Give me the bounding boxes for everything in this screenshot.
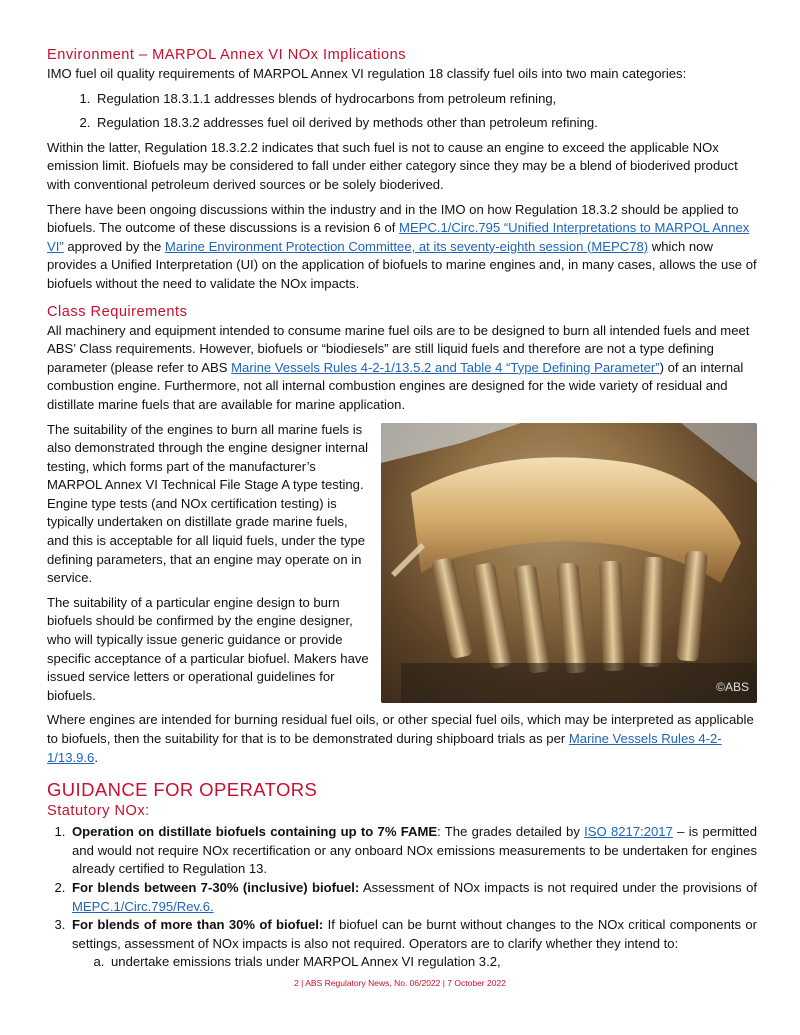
document-page [47, 46, 757, 972]
mepc-circ-795-rev6-link[interactable]: MEPC.1/Circ.795/Rev.6. [72, 898, 214, 914]
guidance-item-3: 3. For blends of more than 30% of biofuel: If biofuel can be burnt without changes to the NOx critical components or settings, assessment of NOx impacts is also not required. Operators are to clarify whether they intend to: a. undertake emissions trials under MARPOL Annex VI regulation 3.2, [69, 916, 757, 972]
marpol-paragraph-3: There have been ongoing discussions within the industry and in the IMO on how Regulation 18.3.2 should be applied to biofuels. The outcome of these discussions is a revision 6 of MEPC.1/Circ.795 “Unified Interpretations to MARPOL Annex VI” approved by the Marine Environment Protection Committee, at its seventy-eighth session (MEPC78) which now provides a Unified Interpretation (UI) on the application of biofuels to marine engines and, in many cases, allows the use of biofuels without the need to validate the NOx impacts. [47, 201, 757, 291]
marine-vessels-rules-13-9-6-link[interactable]: Marine Vessels Rules 4-2-1/13.9.6 [47, 731, 722, 765]
class-paragraph-4: Where engines are intended for burning residual fuel oils, or other special fuel oils, which may be interpreted as applicable to biofuels, then the suitability for that is to be demonstrated during shipboard trials as per Marine Vessels Rules 4-2-1/13.9.6. [47, 712, 754, 765]
marine-vessels-rules-13-5-2-link[interactable]: Marine Vessels Rules 4-2-1/13.5.2 and Table 4 “Type Defining Parameter” [231, 359, 660, 375]
class-paragraph-3: The suitability of a particular engine design to burn biofuels should be confirmed by the engine designer, who will typically issue generic guidance or provide specific acceptance of a particular biofuel. Makers have issued service letters or operational guidelines for biofuels. [47, 594, 369, 703]
marpol-paragraph-2: Within the latter, Regulation 18.3.2.2 indicates that such fuel is not to cause an engine to exceed the applicable NOx emission limit. Biofuels may be considered to fall under either category since they may be a blend of bioderived product with conventional petroleum derived sources or be solely bioderived. [47, 139, 738, 192]
section-heading-marpol: Environment – MARPOL Annex VI NOx Implications [47, 47, 407, 63]
iso-8217-link[interactable]: ISO 8217:2017 [584, 824, 673, 840]
engine-photo [381, 423, 757, 703]
guidance-sublist [72, 953, 757, 972]
section-heading-guidance: GUIDANCE FOR OPERATORS [47, 779, 318, 801]
regulation-item-1: 1. Regulation 18.3.1.1 addresses blends of hydrocarbons from petroleum refining, [94, 90, 757, 109]
regulation-item-2: 2. Regulation 18.3.2 addresses fuel oil derived by methods other than petroleum refining. [94, 114, 757, 133]
marpol-intro: IMO fuel oil quality requirements of MARPOL Annex VI regulation 18 classify fuel oils into two main categories: [47, 66, 687, 81]
guidance-item-2: 2. For blends between 7-30% (inclusive) biofuel: Assessment of NOx impacts is not required under the provisions of MEPC.1/Circ.795/Rev.6. [69, 879, 757, 916]
photo-credit: ©ABS [716, 679, 749, 694]
operator-guidance-list [47, 823, 757, 972]
subheading-statutory-nox: Statutory NOx: [47, 803, 150, 820]
guidance-item-1: 1. Operation on distillate biofuels containing up to 7% FAME: The grades detailed by ISO 8217:2017 – is permitted and would not require NOx recertification or any onboard NOx emissions measurements to be undertaken for engines already certified to Regulation 13. [69, 823, 757, 879]
engine-illustration [381, 423, 757, 703]
mepc-circ-795-link[interactable]: MEPC.1/Circ.795 “Unified Interpretations to MARPOL Annex VI” [47, 220, 750, 254]
class-paragraph-2: The suitability of the engines to burn all marine fuels is also demonstrated through the engine designer internal testing, which forms part of the manufacturer’s MARPOL Annex VI Technical File Stage A type testing. Engine type tests (and NOx certification testing) is typically undertaken on distillate grade marine fuels, and this is acceptable for all liquid fuels, under the type defining parameters, that an engine may operate on in service. [47, 421, 369, 586]
page-footer: 2 | ABS Regulatory News, No. 06/2022 | 7 October 2022 [294, 978, 506, 988]
regulation-list [47, 90, 757, 133]
guidance-subitem-a: a. undertake emissions trials under MARPOL Annex VI regulation 3.2, [108, 953, 757, 972]
engine-text-with-photo [47, 421, 757, 768]
section-heading-class: Class Requirements [47, 303, 188, 320]
mepc78-link[interactable]: Marine Environment Protection Committee, at its seventy-eighth session (MEPC78) [164, 238, 649, 254]
class-paragraph-1: All machinery and equipment intended to consume marine fuel oils are to be designed to burn all intended fuels and meet ABS’ Class requirements. However, biofuels or “biodiesels” are still liquid fuels and therefore are not a type defining parameter (please refer to ABS Marine Vessels Rules 4-2-1/13.5.2 and Table 4 “Type Defining Parameter”) of an internal combustion engine. Furthermore, not all internal combustion engines are designed for the wide variety of residual and distillate marine fuels that are available for marine application. [47, 322, 750, 412]
